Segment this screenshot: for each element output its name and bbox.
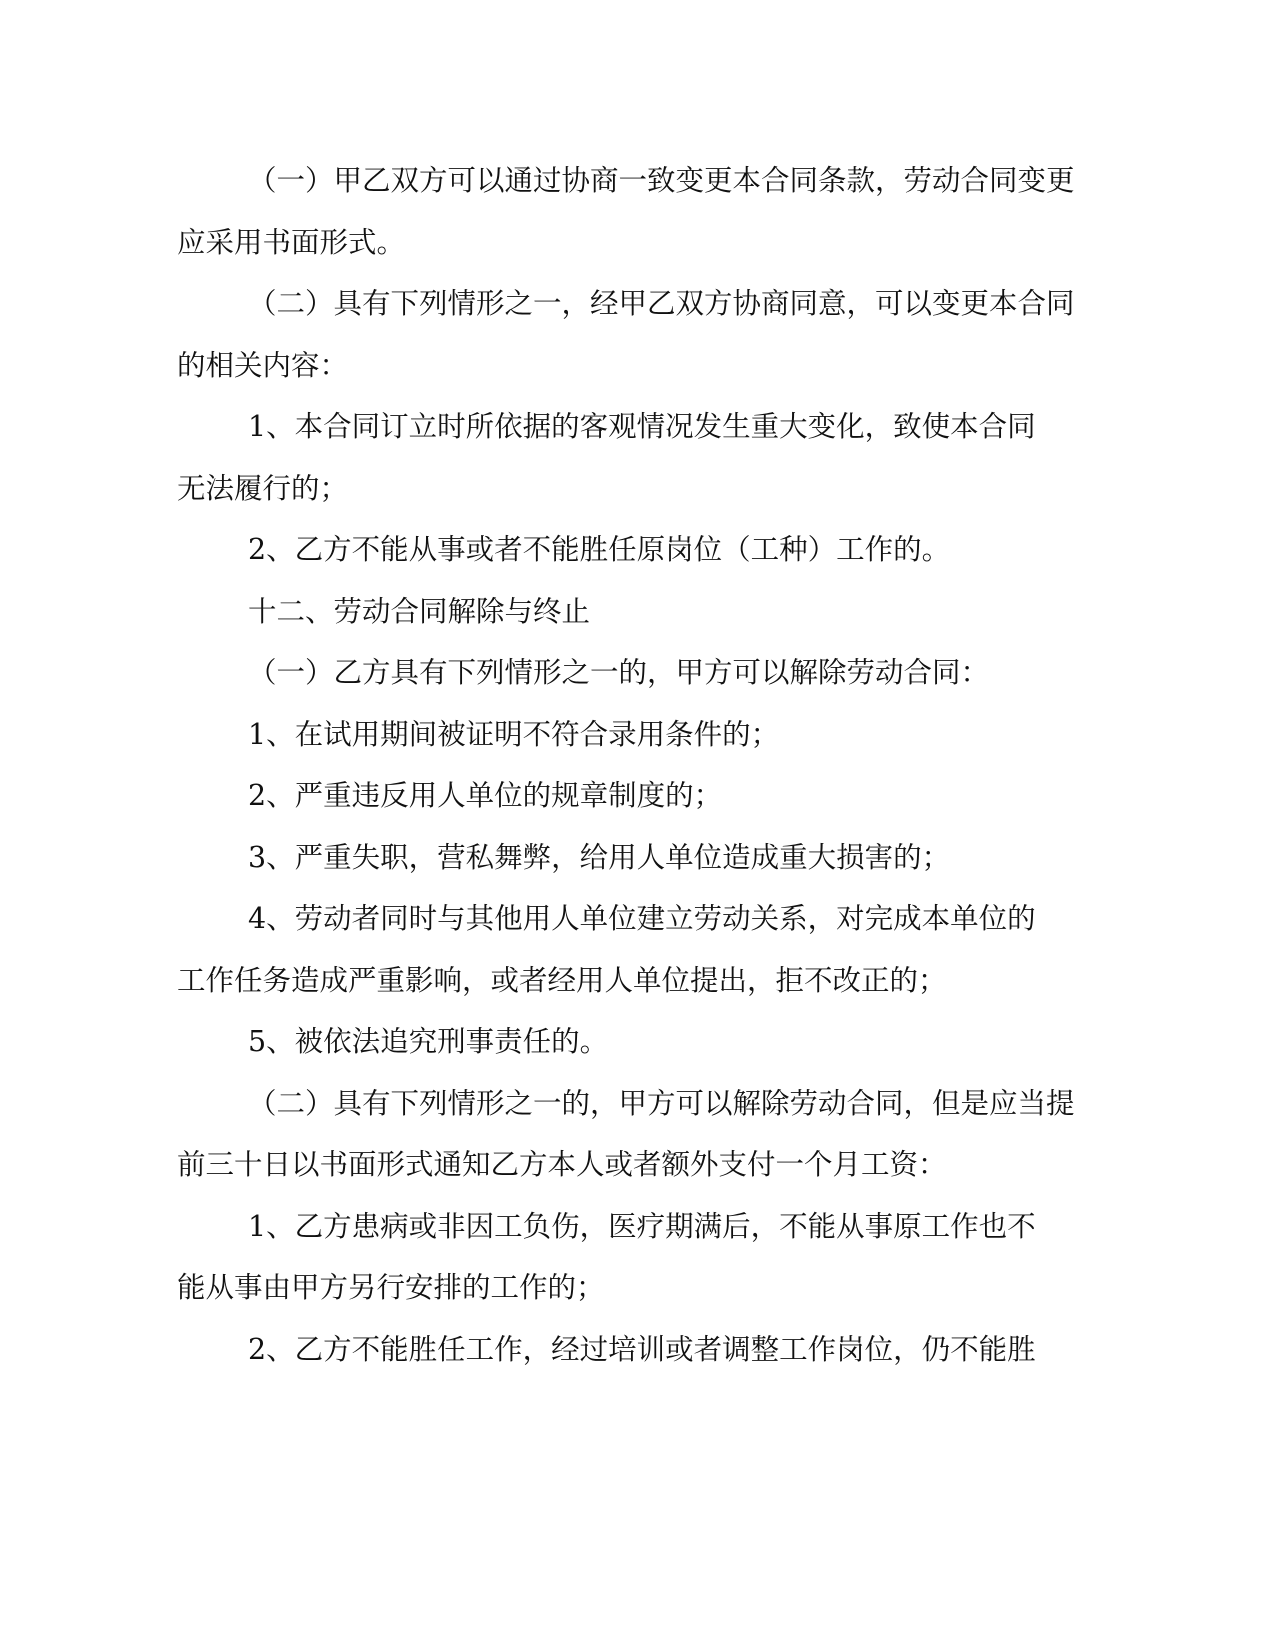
- paragraph-line: （二）具有下列情形之一的，甲方可以解除劳动合同，但是应当提: [248, 1087, 1075, 1120]
- paragraph-line: 无法履行的；: [177, 472, 349, 505]
- paragraph-line: （一）乙方具有下列情形之一的，甲方可以解除劳动合同：: [248, 656, 990, 689]
- paragraph-line: 的相关内容：: [177, 349, 349, 382]
- section-heading: 十二、劳动合同解除与终止: [248, 595, 591, 628]
- paragraph-line: 2、严重违反用人单位的规章制度的；: [248, 779, 723, 812]
- paragraph-line: 能从事由甲方另行安排的工作的；: [177, 1271, 605, 1304]
- paragraph-line: 4、劳动者同时与其他用人单位建立劳动关系，对完成本单位的: [248, 902, 1036, 935]
- paragraph-line: 1、乙方患病或非因工负伤，医疗期满后，不能从事原工作也不: [248, 1210, 1036, 1243]
- paragraph-line: 1、在试用期间被证明不符合录用条件的；: [248, 718, 780, 751]
- paragraph-line: 3、严重失职，营私舞弊，给用人单位造成重大损害的；: [248, 841, 951, 874]
- paragraph-line: 前三十日以书面形式通知乙方本人或者额外支付一个月工资：: [177, 1148, 947, 1181]
- paragraph-line: 5、被依法追究刑事责任的。: [248, 1025, 609, 1058]
- paragraph-line: 应采用书面形式。: [177, 226, 406, 259]
- paragraph-line: 2、乙方不能从事或者不能胜任原岗位（工种）工作的。: [248, 533, 951, 566]
- paragraph-line: 1、本合同订立时所依据的客观情况发生重大变化，致使本合同: [248, 410, 1036, 443]
- paragraph-line: （二）具有下列情形之一，经甲乙双方协商同意，可以变更本合同: [248, 287, 1075, 320]
- paragraph-line: 2、乙方不能胜任工作，经过培训或者调整工作岗位，仍不能胜: [248, 1333, 1036, 1366]
- paragraph-line: （一）甲乙双方可以通过协商一致变更本合同条款，劳动合同变更: [248, 164, 1075, 197]
- paragraph-line: 工作任务造成严重影响，或者经用人单位提出，拒不改正的；: [177, 964, 947, 997]
